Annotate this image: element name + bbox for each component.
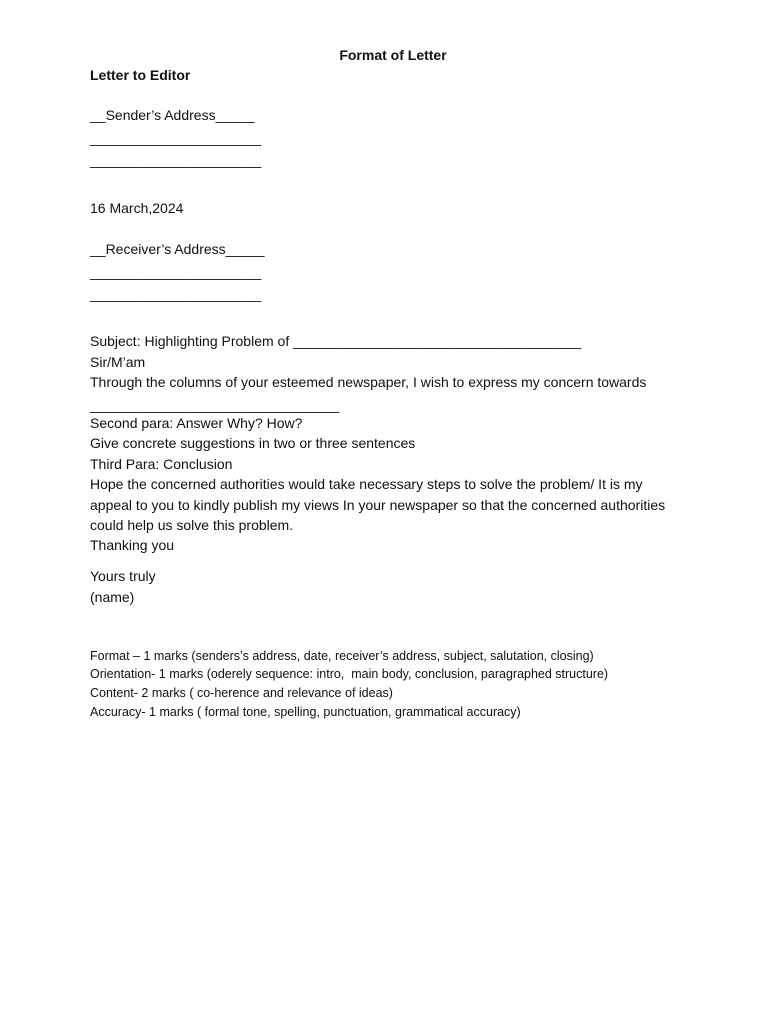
body-line: Second para: Answer Why? How? [90,415,303,431]
body-line: Thanking you [90,537,175,553]
document-heading: Format of Letter [339,47,447,63]
body-line: ________________________________ [90,397,340,413]
subject-line: Subject: Highlighting Problem of _____________________________________ [90,333,582,349]
closing-line: Yours truly [90,568,156,584]
letter-type-heading: Letter to Editor [90,67,191,83]
body-line: could help us solve this problem. [90,517,294,533]
sender-address-line: __Sender’s Address_____ [90,107,255,123]
receiver-address-line: __Receiver’s Address_____ [90,241,265,257]
sender-address-blank: ______________________ [90,130,262,146]
body-line: Give concrete suggestions in two or three sentences [90,435,416,451]
closing-name: (name) [90,589,135,605]
marking-item: Accuracy- 1 marks ( formal tone, spelling, punctuation, grammatical accuracy) [90,705,521,719]
marking-item: Format – 1 marks (senders’s address, date, receiver’s address, subject, salutation, closing) [90,649,594,663]
body-line: Hope the concerned authorities would take necessary steps to solve the problem/ It is my [90,476,643,492]
salutation: Sir/M’am [90,354,146,370]
body-line: appeal to you to kindly publish my views In your newspaper so that the concerned authorities [90,497,666,513]
letter-date: 16 March,2024 [90,200,184,216]
marking-item: Orientation- 1 marks (oderely sequence: intro, main body, conclusion, paragraphed structure) [90,667,609,681]
marking-item: Content- 2 marks ( co-herence and relevance of ideas) [90,686,393,700]
body-line: Through the columns of your esteemed newspaper, I wish to express my concern towards [90,374,647,390]
receiver-address-blank: ______________________ [90,286,262,302]
body-line: Third Para: Conclusion [90,456,233,472]
sender-address-blank: ______________________ [90,152,262,168]
receiver-address-blank: ______________________ [90,264,262,280]
